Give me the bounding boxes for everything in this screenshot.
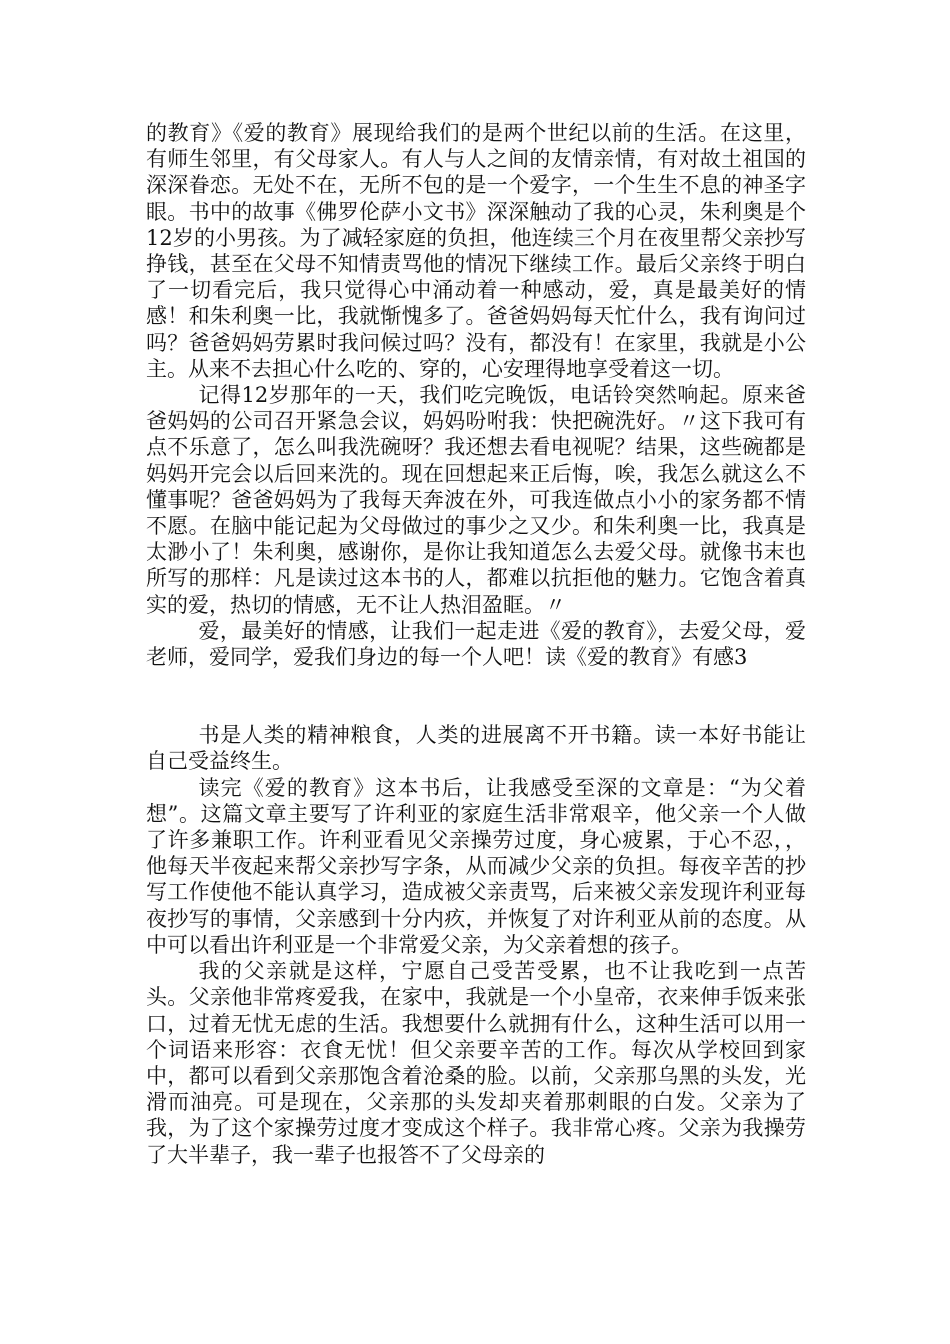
paragraph: 读完《爱的教育》这本书后，让我感受至深的文章是：“为父着想”。这篇文章主要写了许利亚的家庭生活非常艰辛，他父亲一个人做了许多兼职工作。许利亚看见父亲操劳过度，身心疲累，于心不忍，，他每天半夜起来帮父亲抄写字条，从而减少父亲的负担。每夜辛苦的抄写工作使他不能认真学习，造成被父亲责骂，后来被父亲发现许利亚每夜抄写的事情，父亲感到十分内疚，并恢复了对许利亚从前的态度。从中可以看出许利亚是一个非常爱父亲，为父亲着想的孩子。 bbox=[146, 775, 806, 957]
section-gap bbox=[146, 670, 806, 722]
paragraph: 爱，最美好的情感，让我们一起走进《爱的教育》，去爱父母，爱老师，爱同学，爱我们身边的每一个人吧！读《爱的教育》有感3 bbox=[146, 618, 806, 670]
paragraph: 我的父亲就是这样，宁愿自己受苦受累，也不让我吃到一点苦头。父亲他非常疼爱我，在家中，我就是一个小皇帝，衣来伸手饭来张口，过着无忧无虑的生活。我想要什么就拥有什么，这种生活可以用一个词语来形容：衣食无忧！但父亲要辛苦的工作。每次从学校回到家中，都可以看到父亲那饱含着沧桑的脸。以前，父亲那乌黑的头发，光滑而油亮。可是现在，父亲那的头发却夹着那刺眼的白发。父亲为了我，为了这个家操劳过度才变成这个样子。我非常心疼。父亲为我操劳了大半辈子，我一辈子也报答不了父母亲的 bbox=[146, 959, 806, 1167]
paragraph: 书是人类的精神粮食，人类的进展离不开书籍。读一本好书能让自己受益终生。 bbox=[146, 723, 806, 774]
document-body bbox=[146, 120, 806, 1168]
paragraph: 记得12岁那年的一天，我们吃完晚饭，电话铃突然响起。原来爸爸妈妈的公司召开紧急会议，妈妈吩咐我：快把碗洗好。〃这下我可有点不乐意了，怎么叫我洗碗呀？我还想去看电视呢？结果，这些碗都是妈妈开完会以后回来洗的。现在回想起来正后悔，唉，我怎么就这么不懂事呢？爸爸妈妈为了我每天奔波在外，可我连做点小小的家务都不情不愿。在脑中能记起为父母做过的事少之又少。和朱利奥一比，我真是太渺小了！朱利奥，感谢你，是你让我知道怎么去爱父母。就像书末也所写的那样：凡是读过这本书的人，都难以抗拒他的魅力。它饱含着真实的爱，热切的情感，无不让人热泪盈眶。〃 bbox=[146, 383, 806, 617]
paragraph: 的教育》《爱的教育》展现给我们的是两个世纪以前的生活。在这里，有师生邻里，有父母家人。有人与人之间的友情亲情，有对故土祖国的深深眷恋。无处不在，无所不包的是一个爱字，一个生生不息的神圣字眼。书中的故事《佛罗伦萨小文书》深深触动了我的心灵，朱利奥是个12岁的小男孩。为了减轻家庭的负担，他连续三个月在夜里帮父亲抄写挣钱，甚至在父母不知情责骂他的情况下继续工作。最后父亲终于明白了一切看完后，我只觉得心中涌动着一种感动，爱，真是最美好的情感！和朱利奥一比，我就惭愧多了。爸爸妈妈每天忙什么，我有询问过吗？爸爸妈妈劳累时我问候过吗？没有，都没有！在家里，我就是小公主。从来不去担心什么吃的、穿的，心安理得地享受着这一切。 bbox=[146, 121, 806, 381]
